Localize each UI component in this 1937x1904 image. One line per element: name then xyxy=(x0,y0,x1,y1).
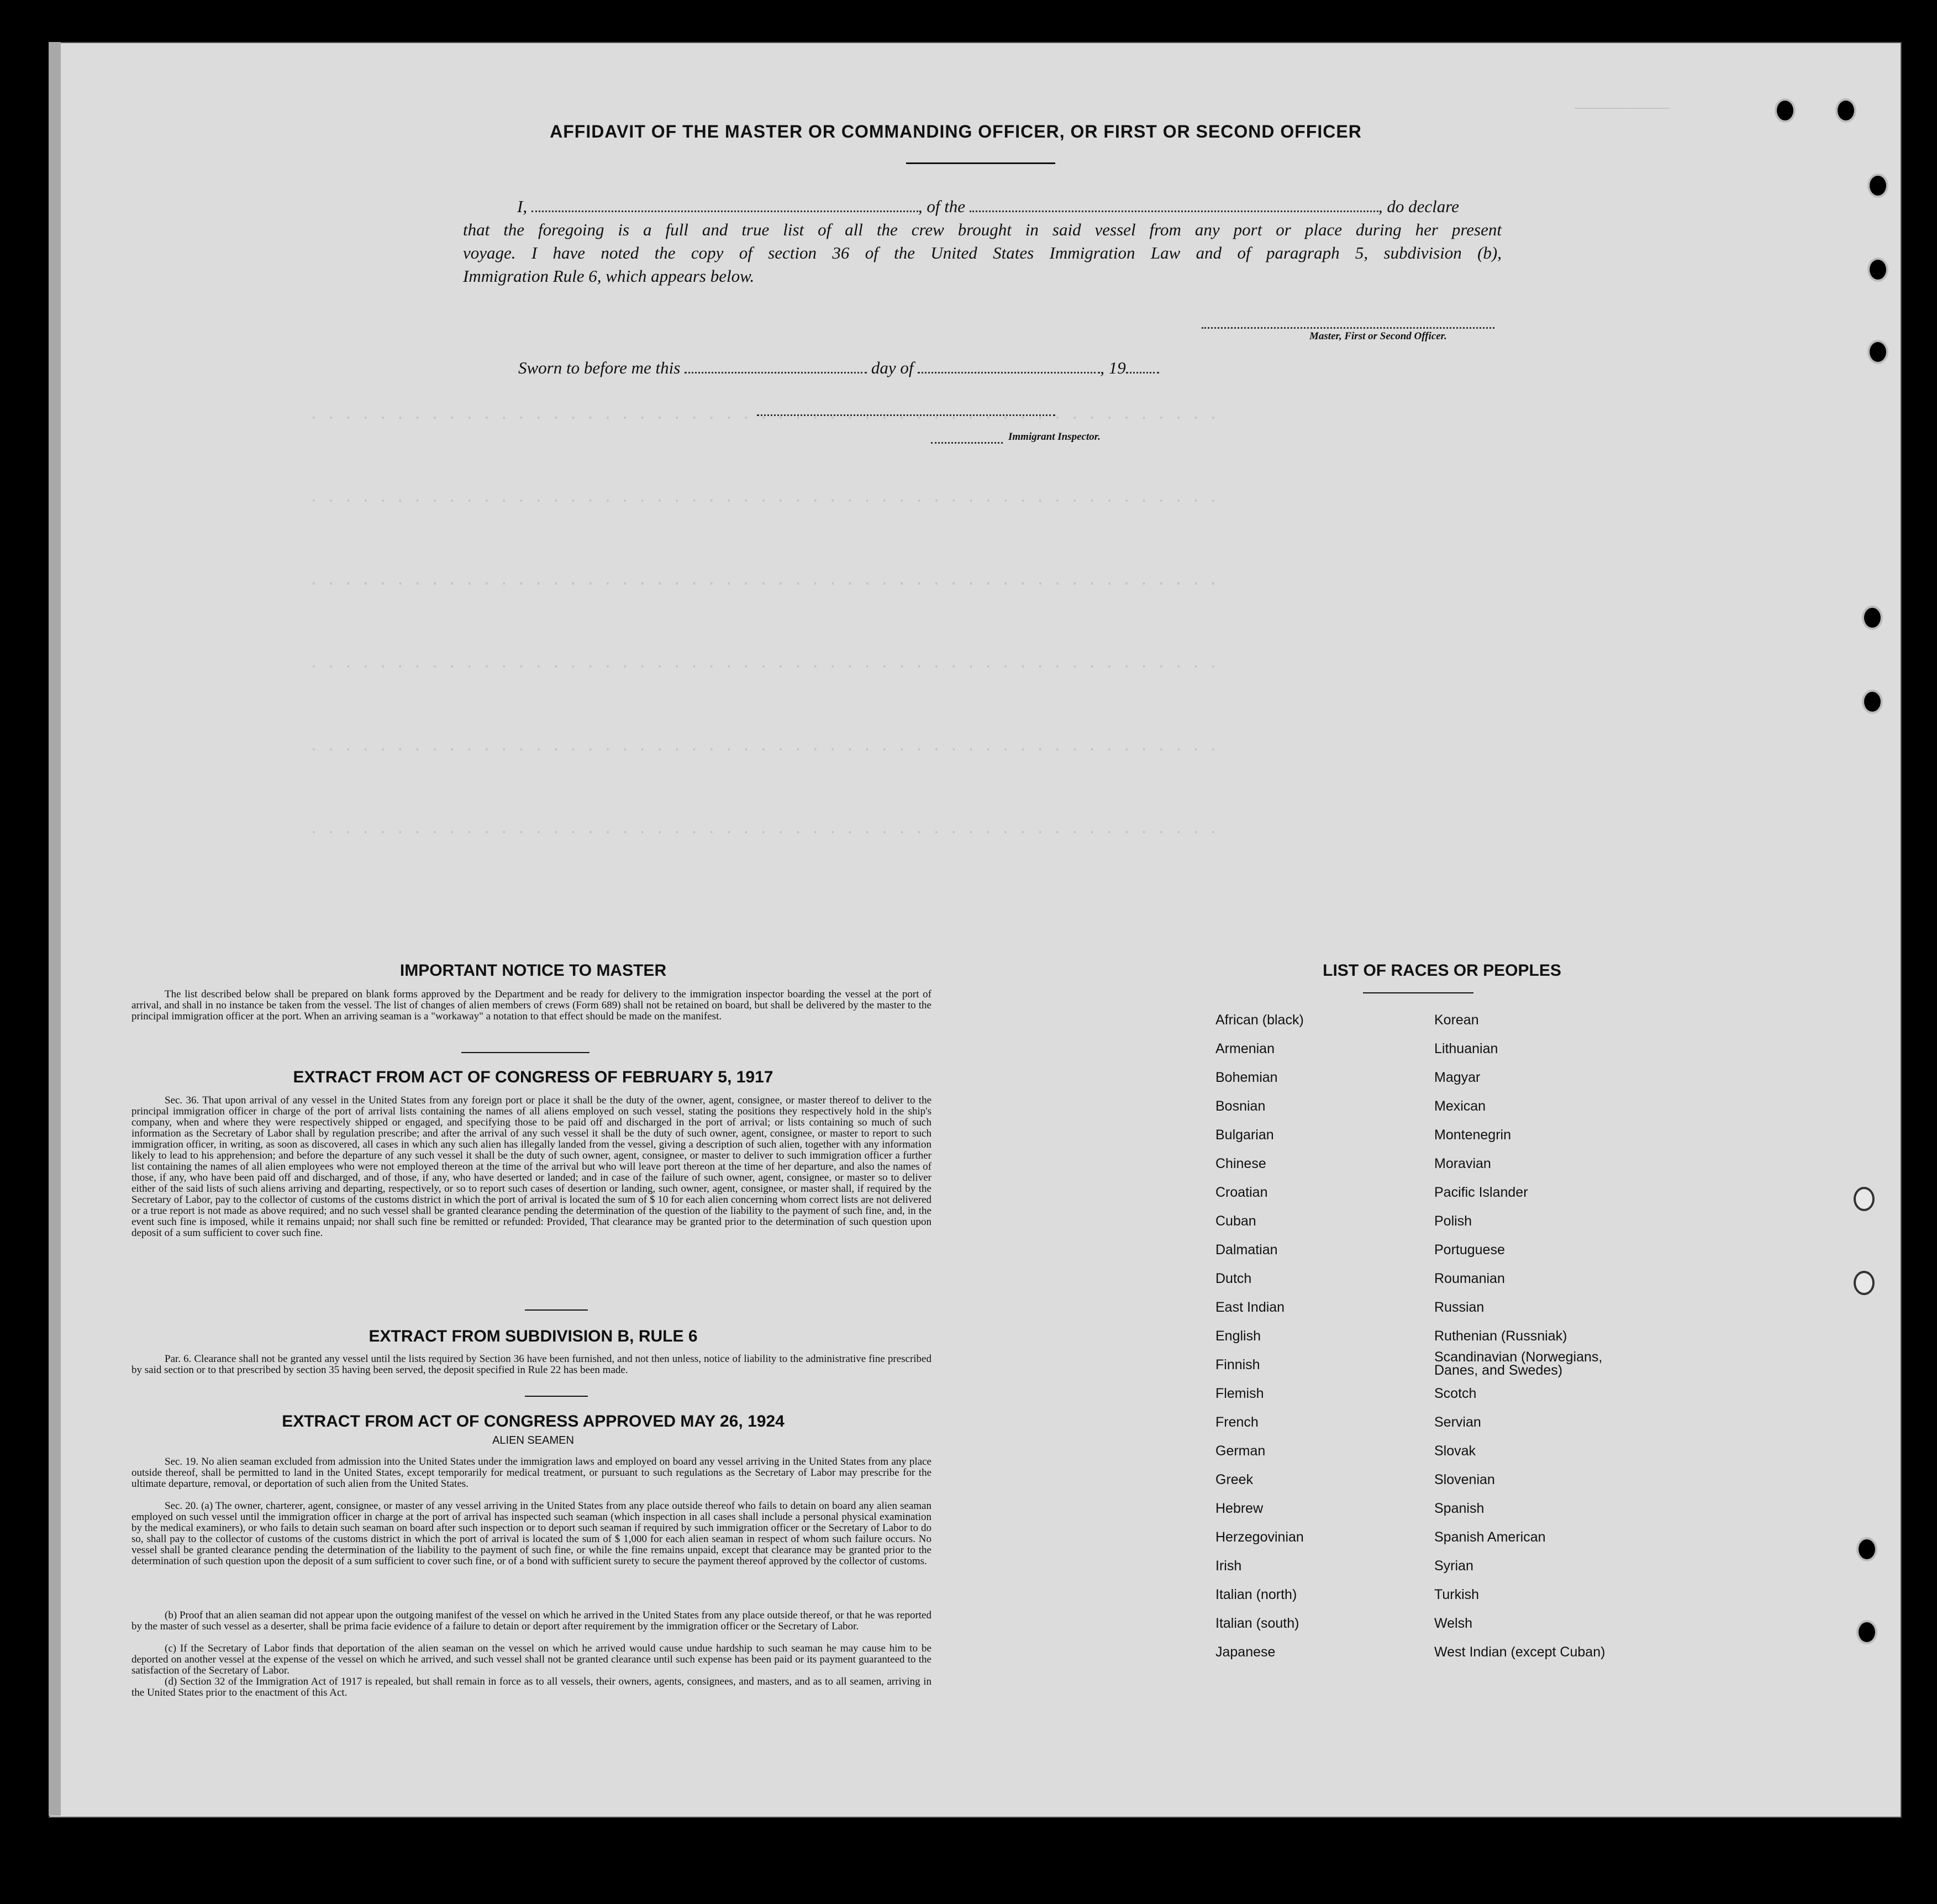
binder-hole xyxy=(1854,1187,1875,1211)
race-item-right: Turkish xyxy=(1434,1587,1480,1602)
sec20b-text: (b) Proof that an alien seaman did not appear upon the outgoing manifest of the vessel on which he arrived in the United States from any place outside thereof, or that he was reported by the master of such vessel as a deserter, shall be prima facie evidence of a failure to detain or deport after requirement by the immigration officer or the Secretary of Labor. xyxy=(131,1610,931,1632)
race-item-left: French xyxy=(1215,1414,1259,1430)
race-item-left: Finnish xyxy=(1215,1357,1260,1372)
sec19-text: Sec. 19. No alien seaman excluded from admission into the United States under the immigration laws and employed on board any vessel arriving in the United States from any place outside thereof, shall be permitted to land in the United States, except temporarily for medical treatment, or pursuant to such regulations as the Secretary of Labor may prescribe for the ultimate departure, removal, or deportation of such alien from the United States. xyxy=(131,1456,931,1490)
binder-hole xyxy=(1854,1271,1875,1295)
race-item-left: Cuban xyxy=(1215,1213,1256,1229)
race-item-right: West Indian (except Cuban) xyxy=(1434,1644,1606,1660)
race-item-right: Magyar xyxy=(1434,1070,1481,1085)
extract-1917-text: Sec. 36. That upon arrival of any vessel in the United States from any foreign port or place it shall be the duty of the owner, agent, consignee, or master thereof to deliver to the principal immigration officer in charge of the port of arrival lists containing the names of all aliens employed on such vessel, stating the positions they respectively hold in the ship's company, when and where they were respectively shipped or engaged, and specifying those to be paid off and discharged in the port of arrival; or lists containing so much of such information as the Secretary of Labor shall by regulation prescribe; and after the arrival of any such vessel it shall be the duty of such owner, agent, consignee, or master to report to such immigration officer, in writing, as soon as discovered, all cases in which any such alien has illegally landed from the vessel, giving a description of such alien, together with any information likely to lead to his apprehension; and before the departure of any such vessel it shall be the duty of such owner, agent, consignee, or master to deliver to such immigration officer a further list containing the names of all alien employees who were not employed thereon at the time of the arrival but who will leave port thereon at the time of her departure, and also the names of those, if any, who have been paid off and discharged, and of those, if any, who have deserted or landed; and in case of the failure of such owner, agent, consignee, or master so to deliver either of the said lists of such aliens arriving and departing, respectively, or so to report such cases of desertion or landing, such owner, agent, consignee, or master shall, if required by the Secretary of Labor, pay to the collector of customs of the customs district in which the port of arrival is located the sum of $ 10 for each alien concerning whom correct lists are not delivered or a true report is not made as above required; and no such vessel shall be granted clearance pending the determination of the question of the liability to the payment of such fine, and, in the event such fine is imposed, while it remains unpaid; nor shall such fine be remitted or refunded: Provided, That clearance may be granted prior to the determination of such question upon deposit of a sum sufficient to cover such fine. xyxy=(131,1095,931,1239)
i-label: I, xyxy=(517,197,528,216)
race-item-left: Irish xyxy=(1215,1558,1242,1574)
title-underline xyxy=(906,162,1055,164)
sworn-year-field[interactable] xyxy=(1126,360,1159,374)
sec20c-text: (c) If the Secretary of Labor finds that deportation of the alien seaman on the vessel on which he arrived would cause undue hardship to such seaman he may cause him to be deported on another vessel at the expense of the vessel on which he arrived, and such vessel shall not be granted clearance until such expense has been paid or its payment guaranteed to the satisfaction of the Secretary of Labor. xyxy=(131,1643,931,1676)
race-item-right: Ruthenian (Russniak) xyxy=(1434,1328,1567,1344)
affidavit-line-4: Immigration Rule 6, which appears below. xyxy=(463,266,755,286)
notice-text: The list described below shall be prepared on blank forms approved by the Department and be ready for delivery to the immigration inspector boarding the vessel at the port of arrival, and shall in no instance be taken from the vessel. The list of changes of alien members of crews (Form 689) shall not be retained on board, but shall be delivered by the master to the principal immigration officer at the port. When an arriving seaman is a "workaway" a notation to that effect should be made on the manifest. xyxy=(131,988,931,1022)
race-item-left: Italian (south) xyxy=(1215,1616,1299,1631)
race-item-right: Slovak xyxy=(1434,1443,1476,1459)
race-item-left: Japanese xyxy=(1215,1644,1276,1660)
affidavit-line-1 xyxy=(517,197,1459,217)
race-item-right: Spanish xyxy=(1434,1501,1485,1516)
bleed-through-row: . . . . . . . . . . . . . . . . . . . . . . . . . . . . . . . . . . . . . . . . . . . . . . . . . . . . . xyxy=(309,572,1218,588)
inspector-label: Immigrant Inspector. xyxy=(1008,431,1101,443)
master-signature-field[interactable] xyxy=(1202,315,1494,329)
races-title-underline xyxy=(1363,992,1473,993)
race-item-right: Slovenian xyxy=(1434,1472,1495,1487)
race-item-right: Montenegrin xyxy=(1434,1127,1511,1143)
race-item-left: German xyxy=(1215,1443,1266,1459)
extract-1924-title: EXTRACT FROM ACT OF CONGRESS APPROVED MAY 26, 1924 xyxy=(282,1412,785,1430)
race-item-right: Spanish American xyxy=(1434,1529,1546,1545)
notice-title: IMPORTANT NOTICE TO MASTER xyxy=(399,961,667,980)
race-item-left: Armenian xyxy=(1215,1041,1275,1056)
sec20a-text: Sec. 20. (a) The owner, charterer, agent, consignee, or master of any vessel arriving in the United States from any place outside thereof who fails to detain on board any alien seaman employed on such vessel until the immigration officer in charge at the port of arrival has inspected such seaman (which inspection in all cases shall include a personal physical examination by the medical examiners), or who fails to detain such seaman on board after such inspection or to deport such seaman if required by such immigration officer or the Secretary of Labor to do so, shall pay to the collector of customs of the customs district in which the port of arrival is located the sum of $ 1,000 for each alien seaman in respect of whom such failure occurs. No vessel shall be granted clearance pending the determination of the liability to the payment of such fine, or while the fine remains unpaid, except that clearance may be granted prior to the determination of such question upon the deposit of a sum sufficient to cover such fine, or of a bond with sufficient surety to secure the payment thereof approved by the collector of customs. xyxy=(131,1500,931,1567)
race-item-right: Scotch xyxy=(1434,1386,1477,1401)
affidavit-line-2: that the foregoing is a full and true list of all the crew brought in said vessel from any port or place during her present xyxy=(463,220,1502,239)
race-item-left: Bulgarian xyxy=(1215,1127,1274,1143)
bleed-through-row: . . . . . . . . . . . . . . . . . . . . . . . . . . . . . . . . . . . . . . . . . . . . . . . . . . . . . xyxy=(309,406,1218,423)
bleed-through-row: . . . . . . . . . . . . . . . . . . . . . . . . . . . . . . . . . . . . . . . . . . . . . . . . . . . . . xyxy=(309,489,1218,506)
binder-hole xyxy=(1856,1537,1877,1561)
inspector-signature-field-2[interactable] xyxy=(931,430,1003,444)
bleed-through-row: . . . . . . . . . . . . . . . . . . . . . . . . . . . . . . . . . . . . . . . . . . . . . . . . . . . . . xyxy=(309,820,1218,837)
section-divider xyxy=(525,1309,588,1311)
races-title: LIST OF RACES OR PEOPLES xyxy=(1323,961,1561,980)
sworn-month-field[interactable] xyxy=(918,360,1100,374)
bleed-through: ——————————— xyxy=(1575,99,1670,116)
day-of-label: day of xyxy=(871,358,914,377)
sworn-line xyxy=(518,358,1159,378)
binder-hole xyxy=(1775,98,1796,123)
page-binding-edge xyxy=(49,42,61,1816)
race-item-left: Chinese xyxy=(1215,1156,1266,1171)
alien-seamen-subtitle: ALIEN SEAMEN xyxy=(492,1434,574,1447)
binder-hole xyxy=(1867,340,1888,364)
bleed-through-row: . . . . . . . . . . . . . . . . . . . . . . . . . . . . . . . . . . . . . . . . . . . . . . . . . . . . . xyxy=(309,738,1218,754)
race-item-right: Roumanian xyxy=(1434,1271,1505,1286)
race-item-right: Portuguese xyxy=(1434,1242,1505,1258)
race-item-right: Syrian xyxy=(1434,1558,1473,1574)
race-item-right: Polish xyxy=(1434,1213,1472,1229)
year-prefix: , 19 xyxy=(1100,358,1126,377)
bleed-through-row: . . . . . . . . . . . . . . . . . . . . . . . . . . . . . . . . . . . . . . . . . . . . . . . . . . . . . xyxy=(309,655,1218,671)
race-item-right: Mexican xyxy=(1434,1098,1486,1114)
race-item-left: Dalmatian xyxy=(1215,1242,1278,1258)
race-item-left: Hebrew xyxy=(1215,1501,1264,1516)
binder-hole xyxy=(1867,257,1888,282)
binder-hole xyxy=(1862,606,1883,630)
race-item-left: Bosnian xyxy=(1215,1098,1266,1114)
race-item-right: Russian xyxy=(1434,1300,1485,1315)
race-item-left: Italian (north) xyxy=(1215,1587,1297,1602)
binder-hole xyxy=(1867,173,1888,198)
race-item-left: East Indian xyxy=(1215,1300,1285,1315)
extract-rule6-text: Par. 6. Clearance shall not be granted any vessel until the lists required by Section 36 have been furnished, and not then unless, notice of liability to the administrative fine prescribed by said section or to that prescribed by section 35 having been served, the deposit specified in Rule 22 has been made. xyxy=(131,1353,931,1376)
do-declare-label: , do declare xyxy=(1378,197,1459,216)
master-signature-label: Master, First or Second Officer. xyxy=(1309,330,1447,342)
race-item-left: African (black) xyxy=(1215,1012,1304,1028)
race-item-left: Dutch xyxy=(1215,1271,1252,1286)
binder-hole xyxy=(1835,98,1856,123)
binder-hole xyxy=(1856,1620,1877,1644)
race-item-left: Bohemian xyxy=(1215,1070,1278,1085)
race-item-right: Moravian xyxy=(1434,1156,1491,1171)
sec20d-text: (d) Section 32 of the Immigration Act of 1917 is repealed, but shall remain in force as to all vessels, their owners, agents, consignees, and masters, and as to all seamen, arriving in the United States prior to the enactment of this Act. xyxy=(131,1676,931,1698)
name-blank-field[interactable] xyxy=(531,198,918,212)
race-item-right: Korean xyxy=(1434,1012,1479,1028)
affidavit-line-3: voyage. I have noted the copy of section 36 of the United States Immigration Law and of paragraph 5, subdivision (b), xyxy=(463,243,1502,262)
vessel-blank-field[interactable] xyxy=(970,198,1378,212)
section-divider xyxy=(461,1052,589,1053)
sworn-prefix: Sworn to before me this xyxy=(518,358,681,377)
race-item-right: Lithuanian xyxy=(1434,1041,1498,1056)
section-divider xyxy=(525,1396,588,1397)
binder-hole xyxy=(1862,690,1883,714)
extract-1917-title: EXTRACT FROM ACT OF CONGRESS OF FEBRUARY 5, 1917 xyxy=(293,1068,773,1086)
race-item-left: English xyxy=(1215,1328,1261,1344)
affidavit-title: AFFIDAVIT OF THE MASTER OR COMMANDING OFFICER, OR FIRST OR SECOND OFFICER xyxy=(550,122,1362,141)
race-item-left: Croatian xyxy=(1215,1185,1268,1200)
of-the-label: , of the xyxy=(918,197,966,216)
extract-rule6-title: EXTRACT FROM SUBDIVISION B, RULE 6 xyxy=(369,1327,698,1345)
sworn-day-field[interactable] xyxy=(685,360,867,374)
race-item-right: Pacific Islander xyxy=(1434,1185,1528,1200)
race-item-right: Scandinavian (Norwegians, Danes, and Swedes) xyxy=(1434,1349,1603,1378)
race-item-right: Servian xyxy=(1434,1414,1481,1430)
race-item-left: Herzegovinian xyxy=(1215,1529,1304,1545)
race-item-left: Flemish xyxy=(1215,1386,1264,1401)
inspector-signature-field[interactable] xyxy=(757,402,1055,416)
race-item-left: Greek xyxy=(1215,1472,1254,1487)
race-item-right: Welsh xyxy=(1434,1616,1473,1631)
